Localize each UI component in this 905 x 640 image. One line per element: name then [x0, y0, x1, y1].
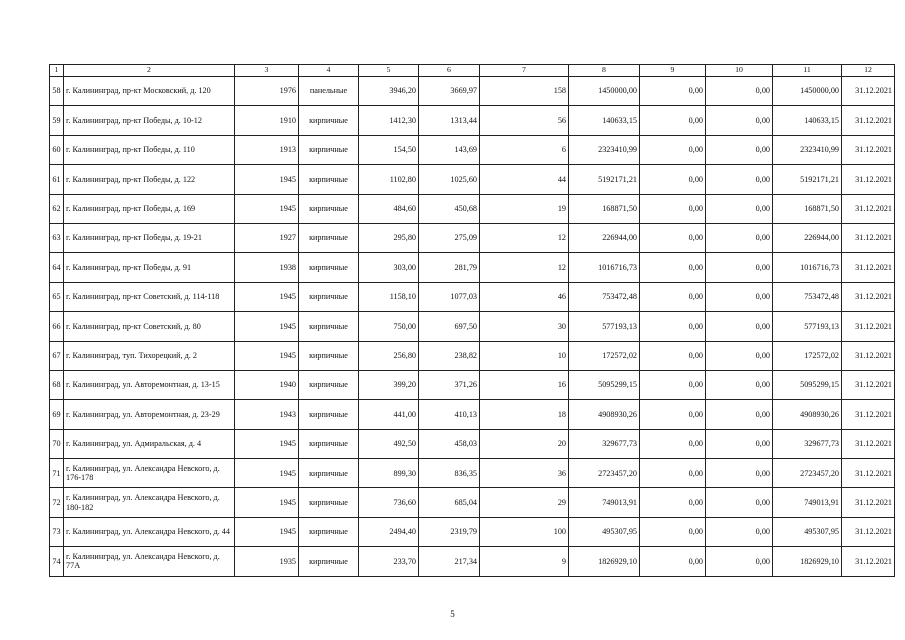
cost-fund-2-cell: 0,00: [706, 282, 773, 311]
cost-fund-1-cell: 0,00: [640, 312, 706, 341]
living-area-cell: 1025,60: [419, 165, 480, 194]
header-row: [50, 65, 895, 77]
wall-material-cell: кирпичные: [299, 223, 359, 252]
cost-total-cell: 749013,91: [569, 488, 640, 517]
year-built-cell: 1945: [235, 312, 299, 341]
year-built-cell: 1945: [235, 341, 299, 370]
cost-total-cell: 1450000,00: [569, 77, 640, 106]
row-number-cell: 63: [50, 223, 64, 252]
residents-cell: 29: [480, 488, 569, 517]
cost-owners-cell: 1826929,10: [773, 547, 842, 576]
cost-fund-2-cell: 0,00: [706, 547, 773, 576]
table-row: [50, 429, 895, 458]
col-header-6: 6: [419, 65, 480, 77]
address-cell: г. Калининград, пр-кт Победы, д. 122: [64, 165, 235, 194]
year-built-cell: 1945: [235, 459, 299, 488]
cost-total-cell: 1016716,73: [569, 253, 640, 282]
row-number-cell: 68: [50, 370, 64, 399]
row-number-cell: 66: [50, 312, 64, 341]
cost-total-cell: 329677,73: [569, 429, 640, 458]
wall-material-cell: кирпичные: [299, 547, 359, 576]
cost-total-cell: 226944,00: [569, 223, 640, 252]
cost-fund-2-cell: 0,00: [706, 370, 773, 399]
row-number-cell: 73: [50, 517, 64, 546]
table-row: [50, 547, 895, 576]
wall-material-cell: кирпичные: [299, 312, 359, 341]
deadline-cell: 31.12.2021: [842, 370, 895, 399]
cost-fund-1-cell: 0,00: [640, 106, 706, 135]
cost-fund-1-cell: 0,00: [640, 135, 706, 164]
deadline-cell: 31.12.2021: [842, 223, 895, 252]
cost-fund-2-cell: 0,00: [706, 341, 773, 370]
cost-total-cell: 495307,95: [569, 517, 640, 546]
cost-fund-1-cell: 0,00: [640, 341, 706, 370]
col-header-10: 10: [706, 65, 773, 77]
wall-material-cell: кирпичные: [299, 253, 359, 282]
table-row: [50, 282, 895, 311]
cost-fund-2-cell: 0,00: [706, 194, 773, 223]
col-header-5: 5: [359, 65, 419, 77]
wall-material-cell: кирпичные: [299, 517, 359, 546]
table-row: [50, 312, 895, 341]
cost-total-cell: 5095299,15: [569, 370, 640, 399]
wall-material-cell: кирпичные: [299, 106, 359, 135]
row-number-cell: 61: [50, 165, 64, 194]
cost-owners-cell: 753472,48: [773, 282, 842, 311]
deadline-cell: 31.12.2021: [842, 341, 895, 370]
living-area-cell: 371,26: [419, 370, 480, 399]
deadline-cell: 31.12.2021: [842, 135, 895, 164]
year-built-cell: 1945: [235, 517, 299, 546]
total-area-cell: 441,00: [359, 400, 419, 429]
living-area-cell: 238,82: [419, 341, 480, 370]
row-number-cell: 62: [50, 194, 64, 223]
row-number-cell: 72: [50, 488, 64, 517]
total-area-cell: 256,80: [359, 341, 419, 370]
cost-total-cell: 168871,50: [569, 194, 640, 223]
address-cell: г. Калининград, пр-кт Победы, д. 10-12: [64, 106, 235, 135]
cost-owners-cell: 226944,00: [773, 223, 842, 252]
total-area-cell: 399,20: [359, 370, 419, 399]
year-built-cell: 1935: [235, 547, 299, 576]
row-number-cell: 65: [50, 282, 64, 311]
address-cell: г. Калининград, пр-кт Московский, д. 120: [64, 77, 235, 106]
address-cell: г. Калининград, пр-кт Победы, д. 169: [64, 194, 235, 223]
residents-cell: 100: [480, 517, 569, 546]
table-row: [50, 253, 895, 282]
cost-total-cell: 172572,02: [569, 341, 640, 370]
row-number-cell: 69: [50, 400, 64, 429]
wall-material-cell: кирпичные: [299, 400, 359, 429]
wall-material-cell: кирпичные: [299, 488, 359, 517]
cost-total-cell: 753472,48: [569, 282, 640, 311]
cost-fund-1-cell: 0,00: [640, 77, 706, 106]
deadline-cell: 31.12.2021: [842, 165, 895, 194]
cost-fund-1-cell: 0,00: [640, 370, 706, 399]
living-area-cell: 697,50: [419, 312, 480, 341]
cost-fund-1-cell: 0,00: [640, 517, 706, 546]
total-area-cell: 899,30: [359, 459, 419, 488]
row-number-cell: 67: [50, 341, 64, 370]
cost-owners-cell: 1016716,73: [773, 253, 842, 282]
year-built-cell: 1940: [235, 370, 299, 399]
cost-fund-2-cell: 0,00: [706, 165, 773, 194]
table-row: [50, 459, 895, 488]
cost-total-cell: 2323410,99: [569, 135, 640, 164]
living-area-cell: 410,13: [419, 400, 480, 429]
deadline-cell: 31.12.2021: [842, 253, 895, 282]
cost-owners-cell: 172572,02: [773, 341, 842, 370]
deadline-cell: 31.12.2021: [842, 429, 895, 458]
address-cell: г. Калининград, ул. Александра Невского, д. 44: [64, 517, 235, 546]
residents-cell: 46: [480, 282, 569, 311]
year-built-cell: 1938: [235, 253, 299, 282]
address-cell: г. Калининград, ул. Александра Невского, д. 77А: [64, 547, 235, 576]
residents-cell: 18: [480, 400, 569, 429]
address-cell: г. Калининград, ул. Александра Невского, д. 176-178: [64, 459, 235, 488]
wall-material-cell: кирпичные: [299, 135, 359, 164]
year-built-cell: 1945: [235, 488, 299, 517]
table-row: [50, 194, 895, 223]
table-body: [50, 77, 895, 577]
cost-total-cell: 1826929,10: [569, 547, 640, 576]
total-area-cell: 750,00: [359, 312, 419, 341]
deadline-cell: 31.12.2021: [842, 459, 895, 488]
cost-fund-2-cell: 0,00: [706, 223, 773, 252]
year-built-cell: 1945: [235, 282, 299, 311]
row-number-cell: 74: [50, 547, 64, 576]
table-row: [50, 106, 895, 135]
table-row: [50, 488, 895, 517]
cost-owners-cell: 1450000,00: [773, 77, 842, 106]
address-cell: г. Калининград, туп. Тихорецкий, д. 2: [64, 341, 235, 370]
cost-owners-cell: 5095299,15: [773, 370, 842, 399]
year-built-cell: 1945: [235, 429, 299, 458]
deadline-cell: 31.12.2021: [842, 517, 895, 546]
col-header-4: 4: [299, 65, 359, 77]
total-area-cell: 484,60: [359, 194, 419, 223]
col-header-2: 2: [64, 65, 235, 77]
col-header-12: 12: [842, 65, 895, 77]
page-number: 5: [450, 609, 455, 619]
living-area-cell: 685,04: [419, 488, 480, 517]
row-number-cell: 59: [50, 106, 64, 135]
living-area-cell: 836,35: [419, 459, 480, 488]
living-area-cell: 1077,03: [419, 282, 480, 311]
deadline-cell: 31.12.2021: [842, 77, 895, 106]
total-area-cell: 295,80: [359, 223, 419, 252]
cost-owners-cell: 577193,13: [773, 312, 842, 341]
total-area-cell: 1412,30: [359, 106, 419, 135]
deadline-cell: 31.12.2021: [842, 312, 895, 341]
wall-material-cell: кирпичные: [299, 194, 359, 223]
total-area-cell: 154,50: [359, 135, 419, 164]
deadline-cell: 31.12.2021: [842, 400, 895, 429]
cost-fund-1-cell: 0,00: [640, 223, 706, 252]
cost-fund-2-cell: 0,00: [706, 77, 773, 106]
table-row: [50, 135, 895, 164]
row-number-cell: 70: [50, 429, 64, 458]
cost-fund-2-cell: 0,00: [706, 517, 773, 546]
deadline-cell: 31.12.2021: [842, 194, 895, 223]
residents-cell: 158: [480, 77, 569, 106]
residents-cell: 12: [480, 253, 569, 282]
address-cell: г. Калининград, пр-кт Победы, д. 110: [64, 135, 235, 164]
wall-material-cell: кирпичные: [299, 341, 359, 370]
cost-fund-2-cell: 0,00: [706, 312, 773, 341]
cost-total-cell: 4908930,26: [569, 400, 640, 429]
address-cell: г. Калининград, пр-кт Победы, д. 91: [64, 253, 235, 282]
residents-cell: 16: [480, 370, 569, 399]
col-header-9: 9: [640, 65, 706, 77]
table-row: [50, 77, 895, 106]
living-area-cell: 217,34: [419, 547, 480, 576]
deadline-cell: 31.12.2021: [842, 488, 895, 517]
wall-material-cell: кирпичные: [299, 459, 359, 488]
address-cell: г. Калининград, пр-кт Советский, д. 114-118: [64, 282, 235, 311]
year-built-cell: 1945: [235, 194, 299, 223]
total-area-cell: 303,00: [359, 253, 419, 282]
cost-fund-1-cell: 0,00: [640, 459, 706, 488]
address-cell: г. Калининград, ул. Адмиральская, д. 4: [64, 429, 235, 458]
col-header-11: 11: [773, 65, 842, 77]
deadline-cell: 31.12.2021: [842, 282, 895, 311]
residents-cell: 36: [480, 459, 569, 488]
total-area-cell: 233,70: [359, 547, 419, 576]
year-built-cell: 1910: [235, 106, 299, 135]
col-header-7: 7: [480, 65, 569, 77]
cost-owners-cell: 329677,73: [773, 429, 842, 458]
wall-material-cell: кирпичные: [299, 370, 359, 399]
deadline-cell: 31.12.2021: [842, 106, 895, 135]
cost-fund-1-cell: 0,00: [640, 429, 706, 458]
living-area-cell: 3669,97: [419, 77, 480, 106]
cost-fund-2-cell: 0,00: [706, 106, 773, 135]
cost-owners-cell: 140633,15: [773, 106, 842, 135]
living-area-cell: 275,09: [419, 223, 480, 252]
year-built-cell: 1943: [235, 400, 299, 429]
residents-cell: 44: [480, 165, 569, 194]
living-area-cell: 143,69: [419, 135, 480, 164]
total-area-cell: 3946,20: [359, 77, 419, 106]
cost-fund-2-cell: 0,00: [706, 488, 773, 517]
table-row: [50, 370, 895, 399]
residents-cell: 9: [480, 547, 569, 576]
cost-fund-2-cell: 0,00: [706, 400, 773, 429]
residents-cell: 20: [480, 429, 569, 458]
wall-material-cell: кирпичные: [299, 429, 359, 458]
table-row: [50, 165, 895, 194]
cost-fund-2-cell: 0,00: [706, 253, 773, 282]
year-built-cell: 1945: [235, 165, 299, 194]
address-cell: г. Калининград, пр-кт Победы, д. 19-21: [64, 223, 235, 252]
table-row: [50, 223, 895, 252]
table-row: [50, 517, 895, 546]
cost-total-cell: 577193,13: [569, 312, 640, 341]
residents-cell: 12: [480, 223, 569, 252]
total-area-cell: 1102,80: [359, 165, 419, 194]
total-area-cell: 492,50: [359, 429, 419, 458]
year-built-cell: 1913: [235, 135, 299, 164]
living-area-cell: 2319,79: [419, 517, 480, 546]
address-cell: г. Калининград, ул. Авторемонтная, д. 13-15: [64, 370, 235, 399]
cost-fund-1-cell: 0,00: [640, 253, 706, 282]
cost-fund-1-cell: 0,00: [640, 400, 706, 429]
residents-cell: 19: [480, 194, 569, 223]
cost-owners-cell: 749013,91: [773, 488, 842, 517]
address-cell: г. Калининград, ул. Александра Невского, д. 180-182: [64, 488, 235, 517]
cost-owners-cell: 4908930,26: [773, 400, 842, 429]
living-area-cell: 281,79: [419, 253, 480, 282]
cost-total-cell: 5192171,21: [569, 165, 640, 194]
residents-cell: 10: [480, 341, 569, 370]
cost-total-cell: 140633,15: [569, 106, 640, 135]
year-built-cell: 1976: [235, 77, 299, 106]
cost-fund-2-cell: 0,00: [706, 429, 773, 458]
residents-cell: 56: [480, 106, 569, 135]
total-area-cell: 1158,10: [359, 282, 419, 311]
table-row: [50, 341, 895, 370]
cost-fund-2-cell: 0,00: [706, 135, 773, 164]
cost-owners-cell: 168871,50: [773, 194, 842, 223]
deadline-cell: 31.12.2021: [842, 547, 895, 576]
cost-fund-1-cell: 0,00: [640, 282, 706, 311]
row-number-cell: 58: [50, 77, 64, 106]
row-number-cell: 64: [50, 253, 64, 282]
col-header-1: 1: [50, 65, 64, 77]
living-area-cell: 450,68: [419, 194, 480, 223]
table-row: [50, 400, 895, 429]
cost-fund-1-cell: 0,00: [640, 547, 706, 576]
col-header-8: 8: [569, 65, 640, 77]
wall-material-cell: кирпичные: [299, 282, 359, 311]
living-area-cell: 458,03: [419, 429, 480, 458]
wall-material-cell: панельные: [299, 77, 359, 106]
cost-fund-1-cell: 0,00: [640, 194, 706, 223]
cost-fund-2-cell: 0,00: [706, 459, 773, 488]
total-area-cell: 2494,40: [359, 517, 419, 546]
col-header-3: 3: [235, 65, 299, 77]
residents-cell: 30: [480, 312, 569, 341]
housing-table: [49, 64, 895, 577]
wall-material-cell: кирпичные: [299, 165, 359, 194]
living-area-cell: 1313,44: [419, 106, 480, 135]
cost-fund-1-cell: 0,00: [640, 488, 706, 517]
residents-cell: 6: [480, 135, 569, 164]
cost-owners-cell: 2723457,20: [773, 459, 842, 488]
row-number-cell: 60: [50, 135, 64, 164]
row-number-cell: 71: [50, 459, 64, 488]
cost-owners-cell: 5192171,21: [773, 165, 842, 194]
cost-owners-cell: 495307,95: [773, 517, 842, 546]
cost-fund-1-cell: 0,00: [640, 165, 706, 194]
year-built-cell: 1927: [235, 223, 299, 252]
address-cell: г. Калининград, пр-кт Советский, д. 80: [64, 312, 235, 341]
address-cell: г. Калининград, ул. Авторемонтная, д. 23-29: [64, 400, 235, 429]
cost-total-cell: 2723457,20: [569, 459, 640, 488]
total-area-cell: 736,60: [359, 488, 419, 517]
cost-owners-cell: 2323410,99: [773, 135, 842, 164]
